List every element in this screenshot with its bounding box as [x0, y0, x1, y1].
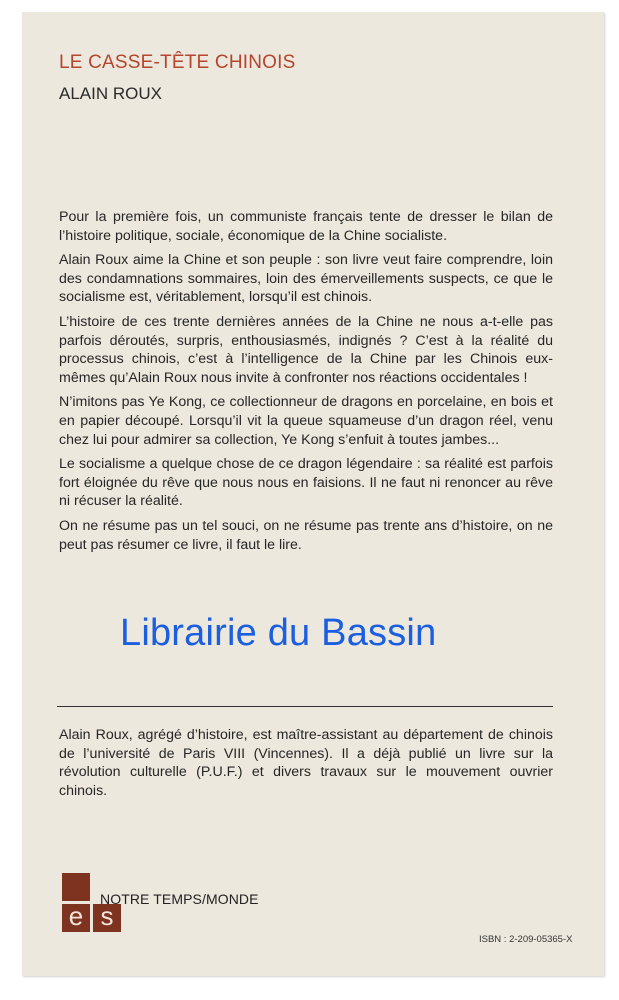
divider-line: [57, 706, 553, 707]
author-bio: Alain Roux, agrégé d’histoire, est maître-assistant au département de chinois de l’université de Paris VIII (Vincennes). Il a déjà publié un livre sur la révolution culturelle (P.U.F.) et divers travaux sur le mouvement ouvrier chinois.: [59, 727, 553, 799]
logo-square: [62, 873, 90, 901]
blurb-paragraph: Le socialisme a quelque chose de ce dragon légendaire : sa réalité est parfois fort éloignée du rêve que nous nous en faisions. Il ne faut ni renoncer au rêve ni récuser la réalité.: [59, 456, 553, 510]
blurb-paragraph: L’histoire de ces trente dernières années de la Chine ne nous a-t-elle pas parfois déroutés, surpris, enthousiasmés, indignés ? C’est à la réalité du processus chinois, c’est à l’intelligence de la Chine par les Chinois eux-mêmes qu’Alain Roux nous invite à confronter nos réactions occidentales !: [59, 313, 553, 386]
blurb-paragraph: On ne résume pas un tel souci, on ne résume pas trente ans d’histoire, on ne peut pas résumer ce livre, il faut le lire.: [59, 517, 553, 553]
isbn-number: ISBN : 2-209-05365-X: [479, 934, 573, 945]
bookshop-watermark: Librairie du Bassin: [120, 612, 437, 654]
blurb-paragraph: Pour la première fois, un communiste français tente de dresser le bilan de l’histoire politique, sociale, économique de la Chine socialiste.: [59, 209, 553, 244]
series-name: NOTRE TEMPS/MONDE: [100, 891, 259, 907]
blurb-text: [59, 208, 553, 560]
book-title: LE CASSE-TÊTE CHINOIS: [59, 52, 296, 73]
blurb-paragraph: N’imitons pas Ye Kong, ce collectionneur de dragons en porcelaine, en bois et en papier découpé. Lorsqu’il vit la queue squameuse d’un dragon réel, venu chez lui pour admirer sa collection, Ye Kong s’enfuit à toutes jambes...: [59, 394, 553, 448]
logo-letter-e: e: [68, 901, 84, 931]
book-author: ALAIN ROUX: [59, 84, 162, 103]
blurb-paragraph: Alain Roux aime la Chine et son peuple : son livre veut faire comprendre, loin des condamnations sommaires, loin des émerveillements suspects, ce que le socialisme est, véritablement, lorsqu’il est chinois.: [59, 252, 553, 306]
logo-letter-s: s: [100, 901, 114, 931]
